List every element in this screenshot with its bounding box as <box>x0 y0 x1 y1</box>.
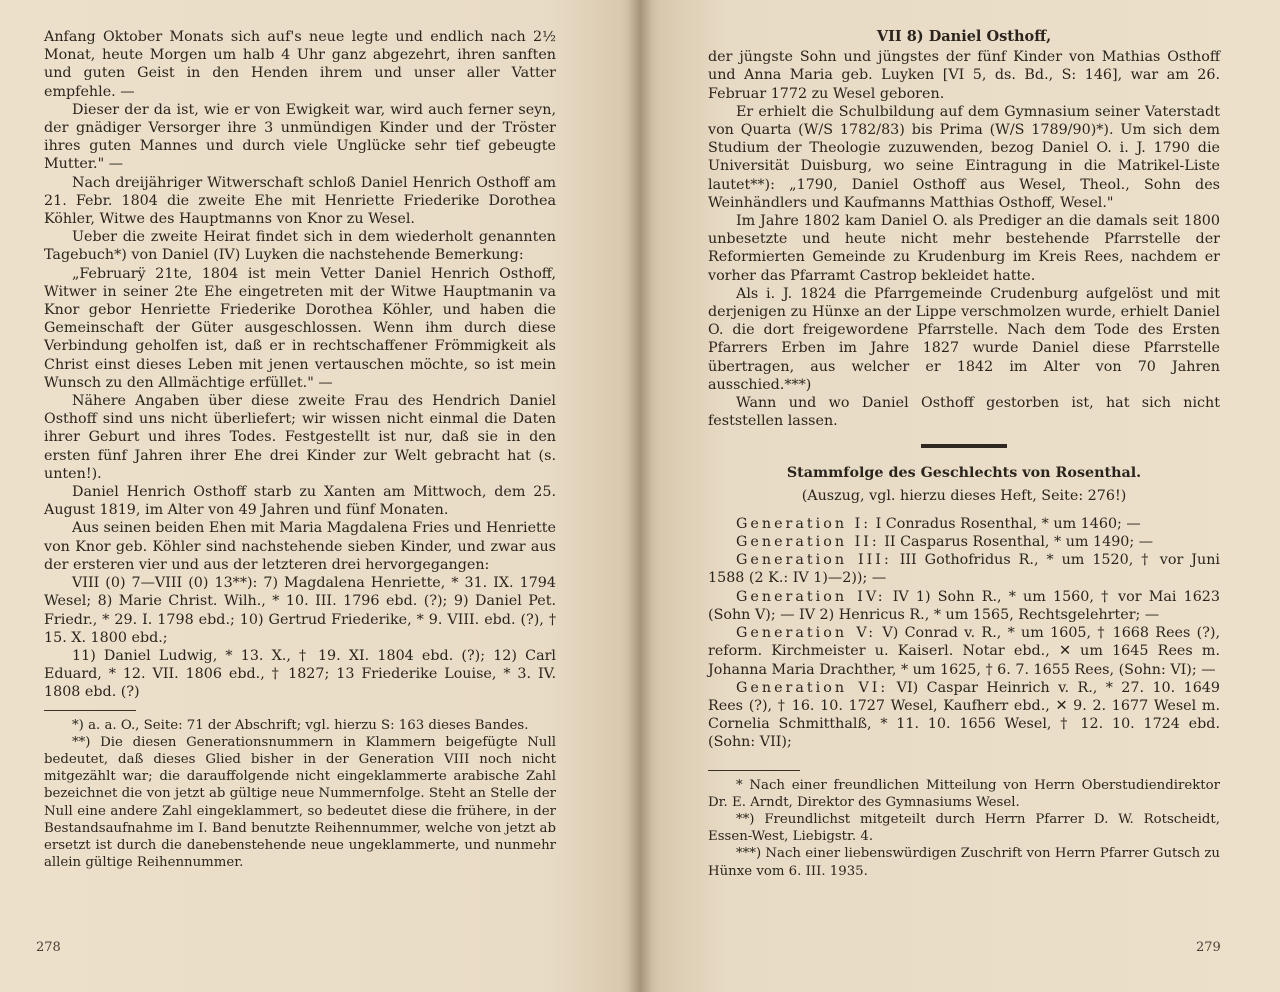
right-paragraph: Wann und wo Daniel Osthoff gestorben ist, hat sich nicht feststellen lassen. <box>708 395 1220 430</box>
right-page-number: 279 <box>1196 940 1221 955</box>
section-ornament <box>921 444 1007 448</box>
left-paragraph: Anfang Oktober Monats sich auf's neue legte und endlich nach 2½ Monat, heute Morgen um halb 4 Uhr ganz abgezehrt, ihren sanften und guten Geist in den Henden ihrem und unser aller Vatter empfehle. — <box>44 29 556 100</box>
generation-label: Generation VI: <box>736 679 889 696</box>
right-footnote: ***) Nach einer liebenswürdigen Zuschrift von Herrn Pfarrer Gutsch zu Hünxe vom 6. III. 1935. <box>708 846 1220 879</box>
left-paragraph: „Februarÿ 21te, 1804 ist mein Vetter Daniel Henrich Osthoff, Witwer in seiner 2te Ehe eingetreten mit der Witwe Hauptmanin va Knor gebor Henriette Friederike Dorothea Köhler, und haben die Gemeinschaft der Güter ausgeschlossen. Wenn ihm durch diese Verbindung geholfen ist, daß er in rechtschaffener Frömmigkeit als Christ einst dieses Leben mit jenen vertauschen möchte, so ist mein Wunsch zu den Allmächtige erfüllet." — <box>44 265 556 391</box>
generation-label: Generation V: <box>736 625 877 642</box>
generation-text: III Gothofridus R., * um 1520, † vor Juni 1588 (2 K.: IV 1)—2)); — <box>708 552 1220 587</box>
right-paragraph: Er erhielt die Schulbildung auf dem Gymnasium seiner Vaterstadt von Quarta (W/S 1782/83) bis Prima (W/S 1789/90)*). Um sich dem Studium der Theologie zuzuwenden, bezog Daniel O. i. J. 1790 die Universität Duisburg, wo seine Eintragung in die Matrikel-Liste lautet**): „1790, Daniel Osthoff aus Wesel, Theol., Sohn des Weinhändlers und Kaufmanns Matthias Osthoff, Wesel." <box>708 103 1220 211</box>
generation-entry <box>708 533 1220 551</box>
left-footnote: *) a. a. O., Seite: 71 der Abschrift; vgl. hierzu S: 163 dieses Bandes. <box>72 717 529 733</box>
generation-label: Generation III: <box>736 552 892 569</box>
generation-text: I Conradus Rosenthal, * um 1460; — <box>875 515 1141 532</box>
left-paragraph: Dieser der da ist, wie er von Ewigkeit war, wird auch ferner seyn, der gnädiger Versorger ihre 3 unmündigen Kinder und der Tröster ihres guten Mannes und durch viele Unglücke sehr tief gebeugte Mutter." — <box>44 101 556 173</box>
generation-label: Generation IV: <box>736 588 886 605</box>
generation-entry <box>708 515 1220 533</box>
right-paragraph: der jüngste Sohn und jüngstes der fünf Kinder von Mathias Osthoff und Anna Maria geb. Luyken [VI 5, ds. Bd., S: 146], war am 26. Februar 1772 zu Wesel geboren. <box>708 49 1220 102</box>
left-paragraph: Ueber die zweite Heirat findet sich in dem wiederholt genannten Tagebuch*) von Daniel (IV) Luyken die nachstehende Bemerkung: <box>44 229 556 264</box>
right-paragraph: Im Jahre 1802 kam Daniel O. als Prediger an die damals seit 1800 unbesetzte und heute nicht mehr bestehende Pfarrstelle der Reformierten Gemeinde zu Krudenburg im Kreis Rees, nachdem er vorher das Pfarramt Castrop bekleidet hatte. <box>708 213 1220 284</box>
left-paragraph: Daniel Henrich Osthoff starb zu Xanten am Mittwoch, dem 25. August 1819, im Alter von 49 Jahren und fünf Monaten. <box>44 484 556 519</box>
right-footnote: **) Freundlichst mitgeteilt durch Herrn Pfarrer D. W. Rotscheidt, Essen-West, Liebigstr. 4. <box>708 811 1220 845</box>
left-paragraph: Nähere Angaben über diese zweite Frau des Hendrich Daniel Osthoff sind uns nicht überliefert; wir wissen nicht einmal die Daten ihrer Geburt und ihres Todes. Festgestellt ist nur, daß sie in den ersten fünf Jahren ihrer Ehe drei Kinder zur Welt gebracht hat (s. unten!). <box>44 393 556 482</box>
right-footnote: * Nach einer freundlichen Mitteilung von Herrn Oberstudiendirektor Dr. E. Arndt, Direktor des Gymnasiums Wesel. <box>708 777 1220 810</box>
left-paragraph: Aus seinen beiden Ehen mit Maria Magdalena Fries und Henriette von Knor geb. Köhler sind nachstehende sieben Kinder, und zwar aus der ersteren vier und aus der letzteren drei hervorgegangen: <box>44 520 556 573</box>
left-paragraph: VIII (0) 7—VIII (0) 13**): 7) Magdalena Henriette, * 31. IX. 1794 Wesel; 8) Marie Christ. Wilh., * 10. III. 1796 ebd. (?); 9) Daniel Pet. Friedr., * 29. I. 1798 ebd.; 10) Gertrud Friederike, * 9. VIII. ebd. (?), † 15. X. 1800 ebd.; <box>44 575 556 646</box>
left-paragraph: Nach dreijähriger Witwerschaft schloß Daniel Henrich Osthoff am 21. Febr. 1804 die zweite Ehe mit Henriette Friederike Dorothea Köhler, Witwe des Hauptmanns von Knor zu Wesel. <box>44 174 556 228</box>
left-page-number: 278 <box>36 940 61 955</box>
footnote-rule <box>708 770 800 771</box>
generation-entry <box>708 624 1220 679</box>
generation-text: V) Conrad v. R., * um 1605, † 1668 Rees (?), reform. Kirchmeister u. Kaiserl. Notar ebd., ✕ um 1645 Rees m. Johanna Maria Drachther, * um 1625, † 6. 7. 1655 Rees, (Sohn: VI); — <box>708 625 1221 678</box>
generation-text: II Casparus Rosenthal, * um 1490; — <box>884 534 1154 551</box>
left-page-text <box>44 28 556 871</box>
right-page-text <box>708 28 1220 880</box>
right-paragraph: Als i. J. 1824 die Pfarrgemeinde Crudenburg aufgelöst und mit derjenigen zu Hünxe an der Lippe verschmolzen wurde, erhielt Daniel O. die dort freigewordene Pfarrstelle. Nach dem Tode des Ersten Pfarrers Erben im Jahre 1827 wurde Daniel diese Pfarrstelle übertragen, aus welcher er 1842 im Alter von 70 Jahren ausschied.***) <box>708 285 1220 393</box>
generation-label: Generation I: <box>736 515 872 532</box>
section-title: Stammfolge des Geschlechts von Rosenthal. <box>786 465 1142 482</box>
generation-entry <box>708 679 1220 752</box>
left-paragraph: 11) Daniel Ludwig, * 13. X., † 19. XI. 1804 ebd. (?); 12) Carl Eduard, * 12. VII. 1806 ebd., † 1827; 13 Friederike Louise, * 3. IV. 1808 ebd. (?) <box>44 647 556 701</box>
section-note: (Auszug, vgl. hierzu dieses Heft, Seite: 276!) <box>801 487 1127 504</box>
generation-entry <box>708 588 1220 624</box>
generation-label: Generation II: <box>736 534 880 551</box>
generation-entry <box>708 551 1220 587</box>
generation-text: IV 1) Sohn R., * um 1560, † vor Mai 1623 (Sohn V); — IV 2) Henricus R., * um 1565, Rechtsgelehrter; — <box>708 588 1220 623</box>
chapter-heading: VII 8) Daniel Osthoff, <box>876 28 1052 45</box>
generation-text: VI) Caspar Heinrich v. R., * 27. 10. 1649 Rees (?), † 16. 10. 1727 Wesel, Kaufherr ebd., ✕ 9. 2. 1677 Wesel m. Cornelia Schmitthalß, * 11. 10. 1656 Wesel, † 12. 10. 1724 ebd. (Sohn: VII); <box>708 679 1220 751</box>
left-footnote: **) Die diesen Generationsnummern in Klammern beigefügte Null bedeutet, daß dieses Glied bisher in der Generation VIII noch nicht mitgezählt war; die darauffolgende nicht eingeklammerte arabische Zahl bezeichnet die von jetzt ab gültige neue Nummernfolge. Steht an Stelle der Null eine andere Zahl eingeklammert, so bedeutet diese die frühere, in der Bestandsaufnahme im I. Band benutzte Reihennummer, welche von jetzt ab ersetzt ist durch die danebenstehende neue ungeklammerte, und nunmehr allein gültige Reihennummer. <box>44 734 556 871</box>
footnote-rule <box>44 710 136 711</box>
